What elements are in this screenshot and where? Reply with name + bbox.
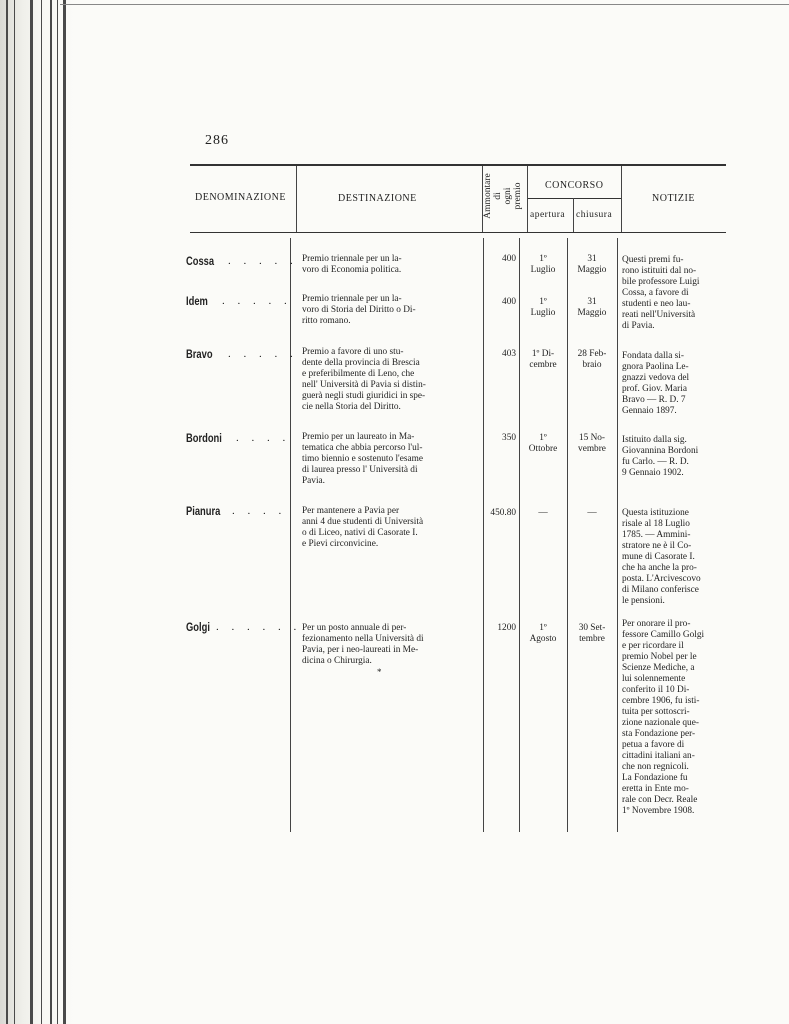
row-amount: 450.80: [490, 508, 516, 518]
concorso-subrule: [527, 198, 621, 199]
body-column-divider: [483, 238, 484, 832]
row-destination: Premio triennale per un la- voro di Economia politica.: [302, 254, 402, 275]
page-top-edge: [60, 4, 789, 5]
header-destinazione: DESTINAZIONE: [338, 193, 417, 204]
header-apertura: apertura: [530, 210, 566, 220]
row-opening: 1º Di- cembre: [529, 349, 557, 370]
row-closing: 31 Maggio: [577, 297, 607, 318]
row-leader-dots: . . . . .: [228, 255, 298, 267]
row-leader-dots: . . . .: [232, 505, 287, 517]
row-closing: 28 Feb- braio: [577, 349, 607, 370]
row-name: Golgi: [186, 620, 210, 634]
body-column-divider: [617, 238, 618, 832]
body-column-divider: [290, 238, 291, 832]
row-leader-dots: . . . . .: [222, 295, 292, 307]
header-denominazione: DENOMINAZIONE: [195, 192, 286, 203]
column-divider: [573, 198, 574, 232]
row-notes: Istituito dalla sig. Giovannina Bordoni fu Carlo. — R. D. 9 Gennaio 1902.: [622, 435, 699, 478]
shared-note: Questi premi fu- rono istituiti dal no- bile professore Luigi Cossa, a favore di studenti e neo lau- reati nell'Università di Pavia.: [622, 255, 700, 331]
row-opening: —: [538, 508, 548, 518]
body-column-divider: [519, 238, 520, 832]
row-destination: Premio a favore di uno stu- dente della provincia di Brescia e preferibilmente di Leno, che nell' Università di Pavia si distin- guerà negli studi giuridici in spe- cie nella Storia del Diritto.: [302, 347, 426, 412]
row-destination: Premio per un laureato in Ma- tematica che abbia percorso l'ul- timo biennio e sostenuto l'esame di laurea presso l' Università di Pavia.: [302, 432, 423, 486]
row-leader-dots: . . . . .: [228, 348, 298, 360]
row-notes: Per onorare il pro- fessore Camillo Golgi e per ricordare il premio Nobel per le Scienze Mediche, a lui solennemente conferito il 10 Di- cembre 1906, fu isti- tuita per sottoscri- zione nazionale que- sta Fondazione per- petua a favore di cittadini italiani an- che non regnicoli. La Fondazione fu eretta in Ente mo- rale con Decr. Reale 1º Novembre 1908.: [622, 619, 705, 816]
page-number: 286: [205, 133, 229, 148]
row-destination: Per un posto annuale di per- fezionamento nella Università di Pavia, per i neo-laureati in Me- dicina o Chirurgia.: [302, 623, 424, 666]
header-bottom-rule: [190, 232, 726, 233]
row-destination: Premio triennale per un la- voro di Storia del Diritto o Di- ritto romano.: [302, 294, 416, 326]
row-opening: 1º Luglio: [530, 254, 556, 275]
book-binding-edge: [0, 0, 75, 1024]
row-name: Pianura: [186, 504, 221, 518]
header-concorso: CONCORSO: [545, 180, 604, 191]
row-amount: 400: [502, 254, 516, 264]
column-divider: [527, 166, 528, 232]
row-notes: Fondata dalla si- gnora Paolina Le- gnazzi vedova del prof. Giov. Maria Bravo — R. D. 7 Gennaio 1897.: [622, 351, 690, 416]
row-amount: 400: [502, 297, 516, 307]
row-leader-dots: . . . .: [236, 432, 291, 444]
row-name: Cossa: [186, 254, 215, 268]
row-opening: 1º Agosto: [529, 623, 557, 644]
column-divider: [621, 166, 622, 232]
row-closing: 30 Set- tembre: [578, 623, 606, 644]
header-ammontare: [482, 160, 524, 232]
header-notizie: NOTIZIE: [652, 193, 695, 204]
footnote-mark: *: [377, 667, 382, 677]
row-opening: 1º Luglio: [530, 297, 556, 318]
header-chiusura: chiusura: [576, 210, 613, 220]
row-destination: Per mantenere a Pavia per anni 4 due studenti di Università o di Liceo, nativi di Casorate I. e Pievi circonvicine.: [302, 506, 424, 549]
row-leader-dots: . . . . . .: [216, 621, 302, 633]
row-name: Idem: [186, 294, 208, 308]
column-divider: [296, 166, 297, 232]
body-column-divider: [567, 238, 568, 832]
header-ammontare-text: Ammontare di ogni premio: [483, 173, 523, 219]
row-amount: 403: [502, 349, 516, 359]
row-opening: 1º Ottobre: [528, 433, 558, 454]
row-closing: 31 Maggio: [577, 254, 607, 275]
row-name: Bravo: [186, 347, 213, 361]
row-closing: 15 No- vembre: [578, 433, 606, 454]
row-closing: —: [587, 508, 597, 518]
table-top-rule: [190, 164, 726, 166]
row-amount: 1200: [497, 623, 516, 633]
row-notes: Questa istituzione risale al 18 Luglio 1785. — Ammini- stratore ne è il Co- mune di Casorate I. che ha anche la pro- posta. L'Arcivescovo di Milano conferisce le pensioni.: [622, 508, 701, 606]
row-amount: 350: [502, 433, 516, 443]
row-name: Bordoni: [186, 431, 222, 445]
